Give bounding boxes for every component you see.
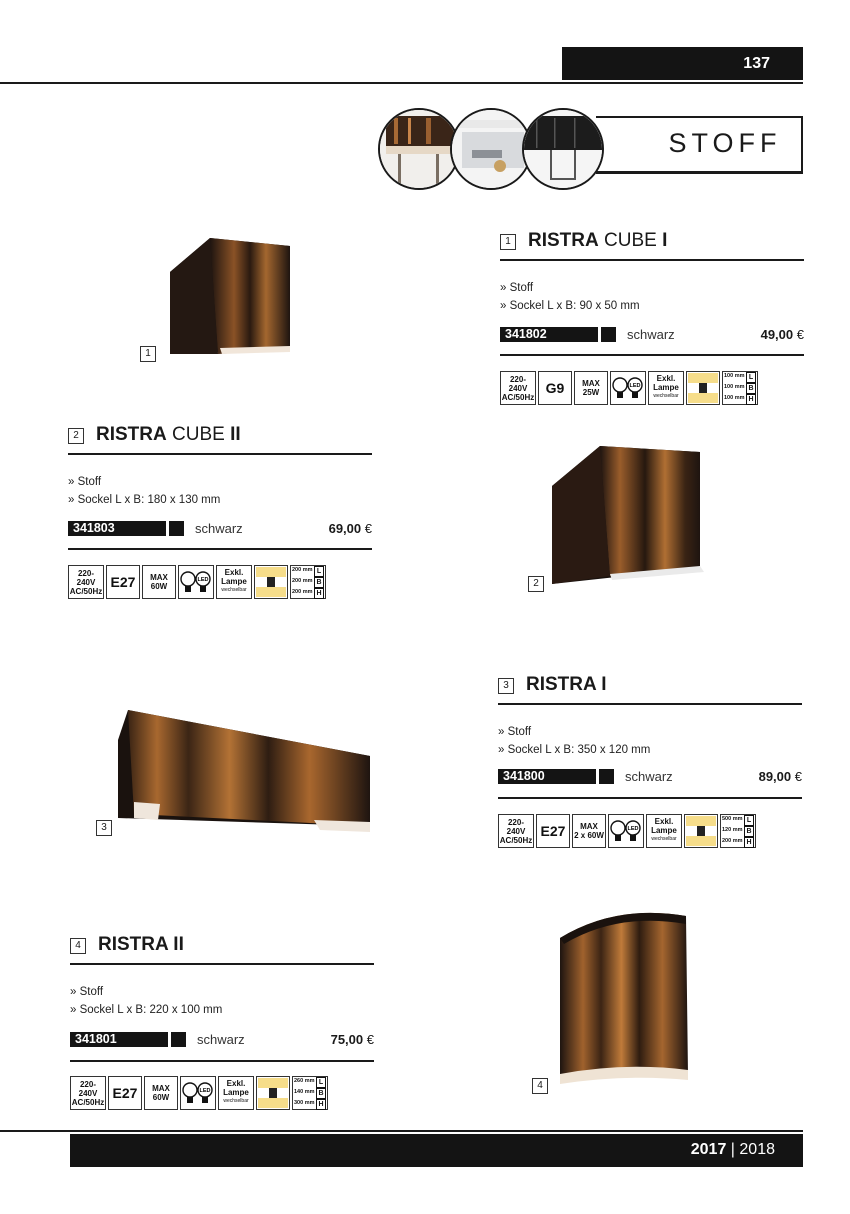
price-rule: [68, 548, 372, 550]
feature-item: » Sockel L x B: 220 x 100 mm: [70, 1004, 223, 1016]
light-direction-icon: [684, 814, 718, 848]
feature-list: [498, 723, 650, 759]
product-title: RISTRA CUBE I: [528, 230, 668, 251]
thumbnail-circle-3: [522, 108, 604, 190]
voltage-icon: 220-240V AC/50Hz: [70, 1076, 106, 1110]
price-rule: [498, 797, 802, 799]
socket-icon: E27: [108, 1076, 142, 1110]
thumbnail-image-1: [380, 110, 458, 188]
color-swatch: [601, 327, 616, 342]
dimensions-icon: 500 mm L 120 mm B 200 mm H: [720, 814, 756, 848]
footer-separator: |: [730, 1141, 735, 1158]
feature-item: » Sockel L x B: 180 x 130 mm: [68, 494, 221, 506]
feature-list: [70, 983, 222, 1019]
feature-list: [68, 473, 220, 509]
light-direction-icon: [686, 371, 720, 405]
socket-icon: E27: [106, 565, 140, 599]
page-number: 137: [743, 55, 770, 72]
price-rule: [70, 1060, 374, 1062]
exchangeable-lamp-icon: Exkl. Lampe wechselbar: [218, 1076, 254, 1110]
feature-item: » Stoff: [68, 476, 102, 488]
image-label-1: 1: [140, 346, 156, 362]
price: 69,00 €: [328, 521, 372, 536]
product-image-ristra-cube-2: [540, 428, 722, 588]
footer-year-next: 2018: [739, 1141, 775, 1158]
title-rule: [498, 703, 802, 705]
led-bulb-icon: [610, 371, 646, 405]
max-wattage-icon: MAX 60W: [144, 1076, 178, 1110]
price: 89,00 €: [758, 769, 802, 784]
product-image-ristra-2: [546, 898, 706, 1090]
feature-list: [500, 279, 640, 315]
svg-text:LED: LED: [629, 383, 641, 389]
voltage-icon: 220-240V AC/50Hz: [500, 371, 536, 405]
thumbnail-image-2: [452, 110, 530, 188]
page-number-tab: [562, 47, 803, 80]
image-label-3: 3: [96, 820, 112, 836]
dimensions-icon: 100 mm L 100 mm B 100 mm H: [722, 371, 758, 405]
product-title: RISTRA CUBE II: [96, 424, 241, 445]
led-bulb-icon: [180, 1076, 216, 1110]
footer-bar: [70, 1134, 803, 1167]
color-swatch: [169, 521, 184, 536]
led-bulb-icon: [608, 814, 644, 848]
exchangeable-lamp-icon: Exkl. Lampe wechselbar: [648, 371, 684, 405]
color-name: schwarz: [197, 1032, 245, 1047]
sku-label: 341803: [68, 521, 166, 536]
product-number: 4: [70, 938, 86, 954]
image-label-4: 4: [532, 1078, 548, 1094]
feature-item: » Sockel L x B: 350 x 120 mm: [498, 744, 651, 756]
exchangeable-lamp-icon: Exkl. Lampe wechselbar: [646, 814, 682, 848]
color-name: schwarz: [195, 521, 243, 536]
socket-icon: G9: [538, 371, 572, 405]
voltage-icon: 220-240V AC/50Hz: [68, 565, 104, 599]
feature-item: » Stoff: [500, 282, 534, 294]
product-title: RISTRA II: [98, 934, 184, 955]
footer-rule: [0, 1130, 803, 1132]
sku-label: 341800: [498, 769, 596, 784]
product-number: 3: [498, 678, 514, 694]
product-image-ristra-cube-1: [160, 232, 296, 358]
socket-icon: E27: [536, 814, 570, 848]
spec-icons: [70, 1076, 328, 1110]
dimensions-icon: 200 mm L 200 mm B 200 mm H: [290, 565, 326, 599]
spec-icons: [498, 814, 756, 848]
title-rule: [500, 259, 804, 261]
spec-icons: [68, 565, 326, 599]
light-direction-icon: [256, 1076, 290, 1110]
header-rule: [0, 82, 803, 84]
section-title: STOFF: [668, 128, 782, 158]
price-rule: [500, 354, 804, 356]
svg-text:LED: LED: [197, 577, 209, 583]
color-name: schwarz: [625, 769, 673, 784]
footer-year-current: 2017: [690, 1141, 727, 1158]
max-wattage-icon: MAX 60W: [142, 565, 176, 599]
feature-item: » Sockel L x B: 90 x 50 mm: [500, 300, 640, 312]
thumbnail-image-3: [524, 110, 602, 188]
title-rule: [68, 453, 372, 455]
color-name: schwarz: [627, 327, 675, 342]
sku-label: 341801: [70, 1032, 168, 1047]
color-swatch: [171, 1032, 186, 1047]
feature-item: » Stoff: [70, 986, 104, 998]
max-wattage-icon: MAX 2 x 60W: [572, 814, 606, 848]
dimensions-icon: 260 mm L 140 mm B 300 mm H: [292, 1076, 328, 1110]
price: 75,00 €: [330, 1032, 374, 1047]
color-swatch: [599, 769, 614, 784]
thumbnail-circle-1: [378, 108, 460, 190]
product-image-ristra-1: [114, 706, 376, 838]
svg-text:LED: LED: [199, 1088, 211, 1094]
voltage-icon: 220-240V AC/50Hz: [498, 814, 534, 848]
max-wattage-icon: MAX 25W: [574, 371, 608, 405]
sku-label: 341802: [500, 327, 598, 342]
led-bulb-icon: [178, 565, 214, 599]
exchangeable-lamp-icon: Exkl. Lampe wechselbar: [216, 565, 252, 599]
title-rule: [70, 963, 374, 965]
image-label-2: 2: [528, 576, 544, 592]
svg-text:LED: LED: [627, 826, 639, 832]
product-title: RISTRA I: [526, 674, 607, 695]
feature-item: » Stoff: [498, 726, 532, 738]
light-direction-icon: [254, 565, 288, 599]
thumbnail-circle-2: [450, 108, 532, 190]
product-number: 1: [500, 234, 516, 250]
spec-icons: [500, 371, 758, 405]
product-number: 2: [68, 428, 84, 444]
price: 49,00 €: [760, 327, 804, 342]
